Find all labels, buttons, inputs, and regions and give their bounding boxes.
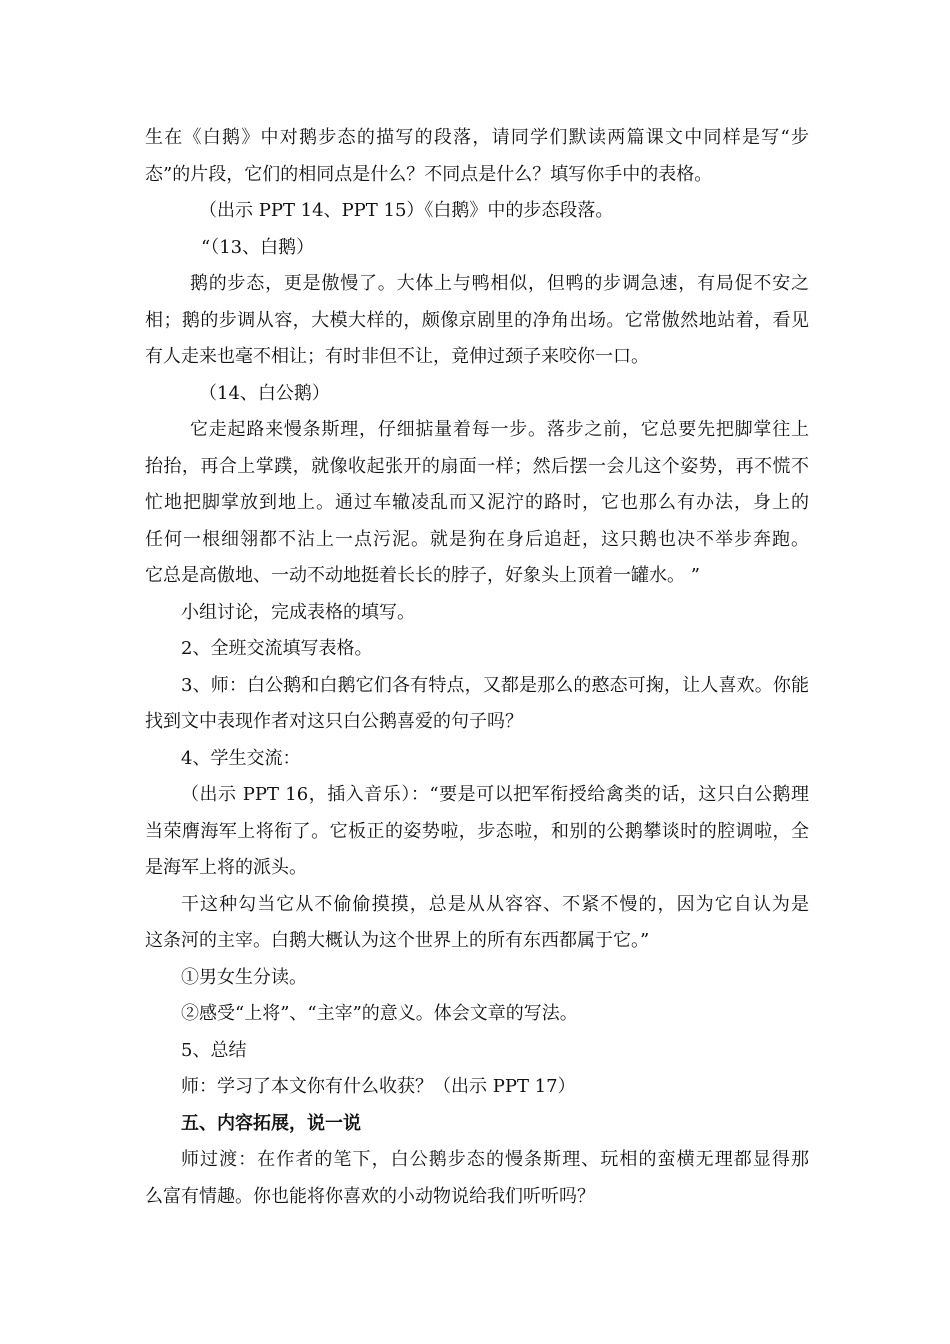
text-line: ②感受“上将”、“主宰”的意义。体会文章的写法。: [181, 1003, 578, 1024]
text-line: 5、总结: [181, 1039, 247, 1061]
section-heading: 五、内容拓展，说一说: [181, 1112, 361, 1134]
text-line: 相；鹅的步调从容，大模大样的，颇像京剧里的净角出场。它常傲然地站着，看见: [145, 309, 809, 331]
text-line: 么富有情趣。你也能将你喜欢的小动物说给我们听听吗？: [145, 1185, 595, 1207]
text-line: ①男女生分读。: [181, 966, 307, 988]
text-line: “（13、白鹅）: [201, 236, 315, 258]
text-line: 小组讨论，完成表格的填写。: [181, 601, 415, 623]
text-line: 师：学习了本文你有什么收获？（出示 PPT 17）: [181, 1076, 576, 1097]
text-line: 它总是高傲地、一动不动地挺着长长的脖子，好象头上顶着一罐水。 ”: [145, 565, 700, 586]
text-line: 干这种勾当它从不偷偷摸摸，总是从从容容、不紧不慢的，因为它自认为是: [181, 893, 809, 915]
text-line: 态”的片段，它们的相同点是什么？不同点是什么？填写你手中的表格。: [145, 163, 713, 185]
text-line: 3、师：白公鹅和白鹅它们各有特点，又都是那么的憨态可掬，让人喜欢。你能: [181, 674, 809, 696]
text-line: 任何一根细翎都不沾上一点污泥。就是狗在身后追赶，这只鹅也决不举步奔跑。: [145, 528, 809, 550]
text-line: 当荣膺海军上将衔了。它板正的姿势啦，步态啦，和别的公鹅攀谈时的腔调啦，全: [145, 820, 809, 842]
text-line: 有人走来也毫不相让；有时非但不让，竟伸过颈子来咬你一口。: [145, 346, 649, 367]
text-line: 是海军上将的派头。: [145, 857, 307, 878]
text-line: （14、白公鹅）: [199, 382, 330, 404]
text-line: 2、全班交流填写表格。: [181, 638, 373, 659]
text-line: 4、学生交流：: [181, 747, 301, 769]
text-line: 生在《白鹅》中对鹅步态的描写的段落，请同学们默读两篇课文中同样是写“步: [145, 127, 809, 148]
text-line: 忙地把脚掌放到地上。通过车辙凌乱而又泥泞的路时，它也那么有办法，身上的: [145, 492, 809, 513]
text-line: （出示 PPT 14、PPT 15）《白鹅》中的步态段落。: [199, 200, 614, 221]
text-line: 它走起路来慢条斯理，仔细掂量着每一步。落步之前，它总要先把脚掌往上: [190, 419, 809, 440]
text-line: 师过渡：在作者的笔下，白公鹅步态的慢条斯理、玩相的蛮横无理都显得那: [181, 1149, 809, 1170]
text-line: 鹅的步态，更是傲慢了。大体上与鸭相似，但鸭的步调急速，有局促不安之: [190, 273, 809, 294]
text-line: 这条河的主宰。白鹅大概认为这个世界上的所有东西都属于它。”: [145, 930, 650, 951]
text-line: 找到文中表现作者对这只白公鹅喜爱的句子吗？: [145, 711, 523, 732]
document-page: [145, 120, 809, 1215]
text-line: （出示 PPT 16，插入音乐）：“要是可以把军衔授给禽类的话，这只白公鹅理: [181, 784, 809, 805]
text-line: 抬抬，再合上掌蹼，就像收起张开的扇面一样；然后摆一会儿这个姿势，再不慌不: [145, 455, 809, 477]
